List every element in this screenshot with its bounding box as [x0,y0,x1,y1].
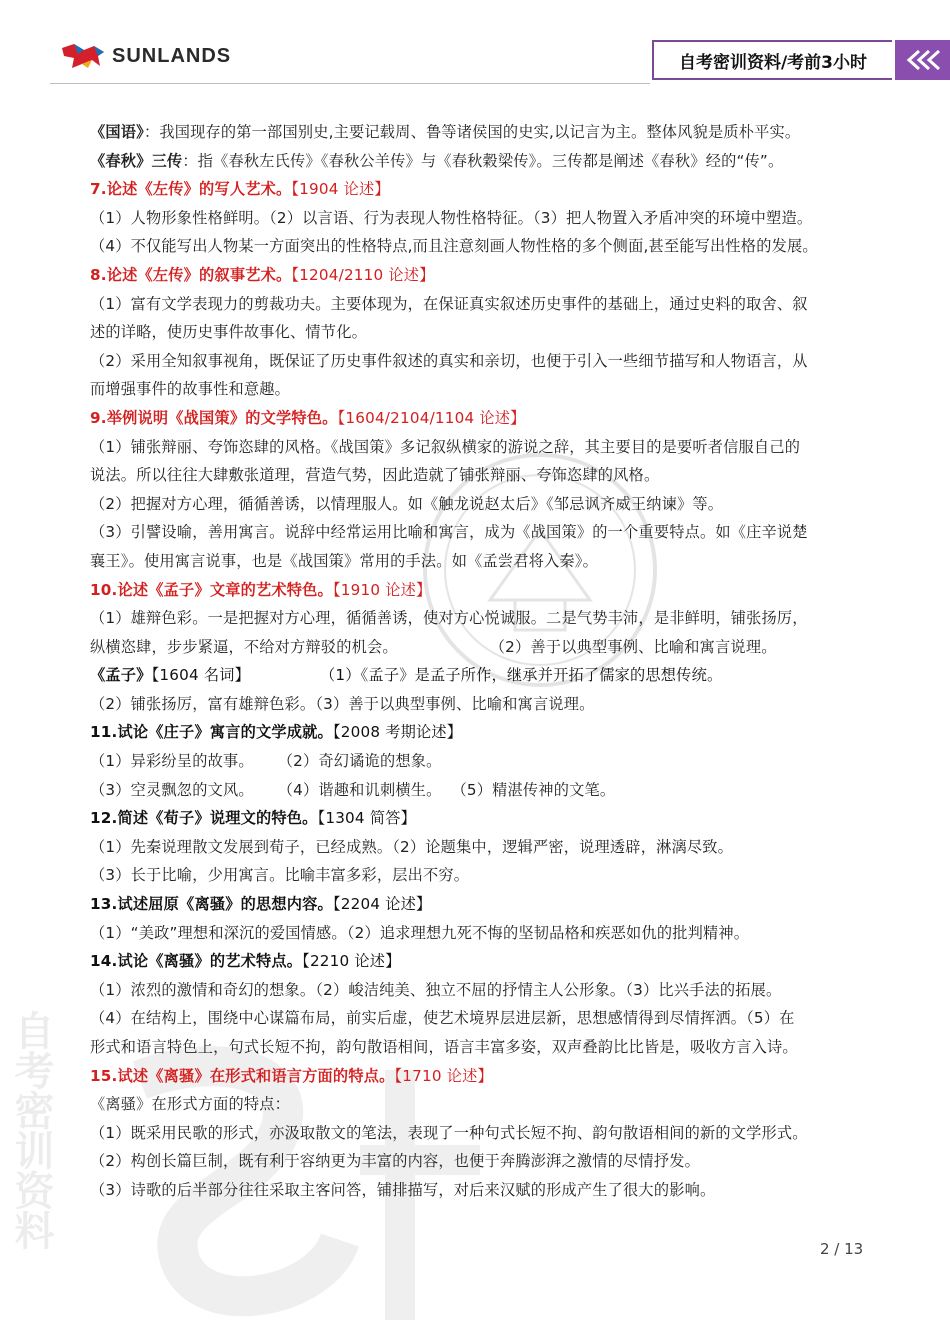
watermark-vertical-text: 自考密训资料 [8,1010,54,1250]
question-8-heading: 8.论述《左传》的叙事艺术。【1204/2110 论述】 [90,265,435,284]
q14-line: （1）浓烈的激情和奇幻的想象。（2）峻洁纯美、独立不屈的抒情主人公形象。（3）比兴手法的拓展。 [90,980,782,999]
q11-line: （3）空灵飘忽的文风。 （4）谐趣和讥刺横生。 （5）精湛传神的文笔。 [90,780,616,799]
question-11-heading: 11.试论《庄子》寓言的文学成就。【2008 考期论述】 [90,723,463,742]
q8-line: 述的详略，使历史事件故事化、情节化。 [90,323,367,342]
q12-line: （1）先秦说理散文发展到荀子，已经成熟。（2）论题集中，逻辑严密，说理透辟，淋漓尽致。 [90,837,734,856]
term-mengzi: 《孟子》【1604 名词】 （1）《孟子》是孟子所作，继承并开拓了儒家的思想传统。 [90,666,723,685]
q15-line: 《离骚》在形式方面的特点： [90,1095,291,1114]
q9-line: （3）引譬设喻，善用寓言。说辞中经常运用比喻和寓言，成为《战国策》的一个重要特点。如《庄辛说楚 [90,523,808,542]
header-divider [50,83,650,84]
document-body [90,118,880,1205]
q13-line: （1）“美政”理想和深沉的爱国情感。（2）追求理想九死不悔的坚韧品格和疾恶如仇的批判精神。 [90,923,750,942]
q10-line: 纵横恣肆，步步紧逼，不给对方辩驳的机会。 （2）善于以典型事例、比喻和寓言说理。 [90,637,777,656]
q12-line: （3）长于比喻，少用寓言。比喻丰富多彩，层出不穷。 [90,866,470,885]
header-title: 自考密训资料/考前3小时 [652,40,892,80]
page-header [0,0,950,95]
q14-line: 形式和语言特色上，句式长短不拘，韵句散语相间，语言丰富多姿，双声叠韵比比皆是，吸收方言入诗。 [90,1038,798,1056]
q7-line: （1）人物形象性格鲜明。（2）以言语、行为表现人物性格特征。（3）把人物置入矛盾冲突的环境中塑造。 [90,208,813,227]
question-14-heading: 14.试论《离骚》的艺术特点。【2210 论述】 [90,952,401,971]
q9-line: （2）把握对方心理，循循善诱，以情理服人。如《触龙说赵太后》《邹忌讽齐威王纳谏》等。 [90,494,724,513]
q8-line: 而增强事件的故事性和意趣。 [90,380,291,399]
q7-line: （4）不仅能写出人物某一方面突出的性格特点,而且注意刻画人物性格的多个侧面,甚至能写出性格的发展。 [90,237,818,256]
question-7-heading: 7.论述《左传》的写人艺术。【1904 论述】 [90,180,390,199]
question-12-heading: 12.简述《荀子》说理文的特色。【1304 简答】 [90,809,416,828]
header-tab [895,40,950,80]
q8-line: （2）采用全知叙事视角，既保证了历史事件叙述的真实和亲切，也便于引入一些细节描写和人物语言，从 [90,351,808,370]
page-number: 2 / 13 [820,1240,864,1258]
question-13-heading: 13.试述屈原《离骚》的思想内容。【2204 论述】 [90,895,432,914]
question-10-heading: 10.论述《孟子》文章的艺术特色。【1910 论述】 [90,580,432,599]
logo-text: SUNLANDS [112,44,232,67]
bull-logo-icon [60,42,106,70]
term-chunqiu: 《春秋》三传：指《春秋左氏传》《春秋公羊传》与《春秋穀梁传》。三传都是阐述《春秋》经的“传”。 [90,151,784,170]
q9-line: （1）铺张辩丽、夸饰恣肆的风格。《战国策》多记叙纵横家的游说之辞，其主要目的是要听者信服自己的 [90,437,801,456]
chevrons-left-icon [905,49,941,71]
q10-line: （1）雄辩色彩。一是把握对方心理，循循善诱，使对方心悦诚服。二是气势丰沛，是非鲜明，铺张扬厉， [90,609,808,628]
q11-line: （1）异彩纷呈的故事。 （2）奇幻谲诡的想象。 [90,752,442,771]
mengzi-line: （2）铺张扬厉，富有雄辩色彩。（3）善于以典型事例、比喻和寓言说理。 [90,694,595,713]
q15-line: （3）诗歌的后半部分往往采取主客问答，铺排描写，对后来汉赋的形成产生了很大的影响。 [90,1180,716,1199]
sunlands-logo [60,40,231,72]
term-guoyu: 《国语》：我国现存的第一部国别史,主要记载周、鲁等诸侯国的史实,以记言为主。整体风貌是质朴平实。 [90,123,801,141]
q15-line: （2）构创长篇巨制，既有利于容纳更为丰富的内容，也便于奔腾澎湃之激情的尽情抒发。 [90,1152,700,1171]
q9-line: 说法。所以往往大肆敷张道理，营造气势，因此造就了铺张辩丽、夸饰恣肆的风格。 [90,466,660,485]
q14-line: （4）在结构上，围绕中心谋篇布局，前实后虚，使艺术境界层进层新，思想感情得到尽情挥洒。（5）在 [90,1009,795,1028]
question-15-heading: 15.试述《离骚》在形式和语言方面的特点。【1710 论述】 [90,1066,493,1085]
q9-line: 襄王》。使用寓言说事，也是《战国策》常用的手法。如《孟尝君将入秦》。 [90,551,598,570]
q8-line: （1）富有文学表现力的剪裁功夫。主要体现为，在保证真实叙述历史事件的基础上，通过史料的取舍、叙 [90,294,808,313]
q15-line: （1）既采用民歌的形式，亦汲取散文的笔法，表现了一种句式长短不拘、韵句散语相间的新的文学形式。 [90,1123,808,1142]
question-9-heading: 9.举例说明《战国策》的文学特色。【1604/2104/1104 论述】 [90,408,526,427]
